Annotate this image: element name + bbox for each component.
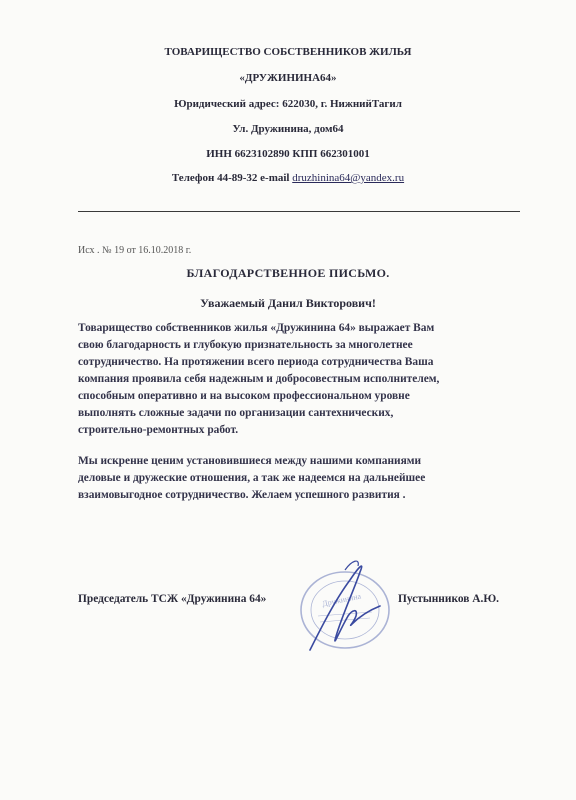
paragraph-line: сотрудничество. На протяжении всего периода сотрудничества Ваша <box>78 356 434 368</box>
signatory-name: Пустынников А.Ю. <box>398 593 500 605</box>
paragraph-line: Мы искренне ценим установившиеся между нашими компаниями <box>78 455 422 467</box>
reference-number: Исх . № 19 от 16.10.2018 г. <box>78 245 192 256</box>
paragraph-line: компания проявила себя надежным и добросовестным исполнителем, <box>78 373 440 385</box>
org-title: ТОВАРИЩЕСТВО СОБСТВЕННИКОВ ЖИЛЬЯ <box>164 46 412 58</box>
paragraph-line: взаимовыгодное сотрудничество. Желаем успешного развития . <box>78 489 406 501</box>
paragraph-1 <box>78 320 528 439</box>
paragraph-line: строительно-ремонтных работ. <box>78 424 239 436</box>
letter-title: БЛАГОДАРСТВЕННОЕ ПИСЬМО. <box>186 266 390 280</box>
greeting: Уважаемый Данил Викторович! <box>200 296 376 310</box>
org-name: «ДРУЖИНИНА64» <box>239 72 337 84</box>
signature-flourish <box>345 561 358 570</box>
paragraph-line: Товарищество собственников жилья «Дружинина 64» выражает Вам <box>78 322 435 334</box>
legal-address: Юридический адрес: 622030, г. НижнийТагил <box>174 98 402 110</box>
contacts <box>0 172 576 184</box>
stamp-text: Дружинина <box>321 591 362 609</box>
signatory-position: Председатель ТСЖ «Дружинина 64» <box>78 593 267 605</box>
paragraph-line: свою благодарность и глубокую признательность за многолетнее <box>78 339 413 351</box>
paragraph-line: способным оперативно и на высоком профессиональном уровне <box>78 390 410 402</box>
street-address: Ул. Дружинина, дом64 <box>232 123 344 135</box>
paragraph-line: выполнять сложные задачи по организации сантехнических, <box>78 407 394 419</box>
inn-kpp: ИНН 6623102890 КПП 662301001 <box>206 148 370 160</box>
paragraph-2 <box>78 453 528 504</box>
stamp-and-signature <box>290 550 430 660</box>
paragraph-line: деловые и дружеские отношения, а так же надеемся на дальнейшее <box>78 472 426 484</box>
phone-text: Телефон 44-89-32 e-mail <box>171 172 293 184</box>
header-divider <box>78 211 520 212</box>
email-link[interactable]: druzhinina64@yandex.ru <box>292 172 405 184</box>
